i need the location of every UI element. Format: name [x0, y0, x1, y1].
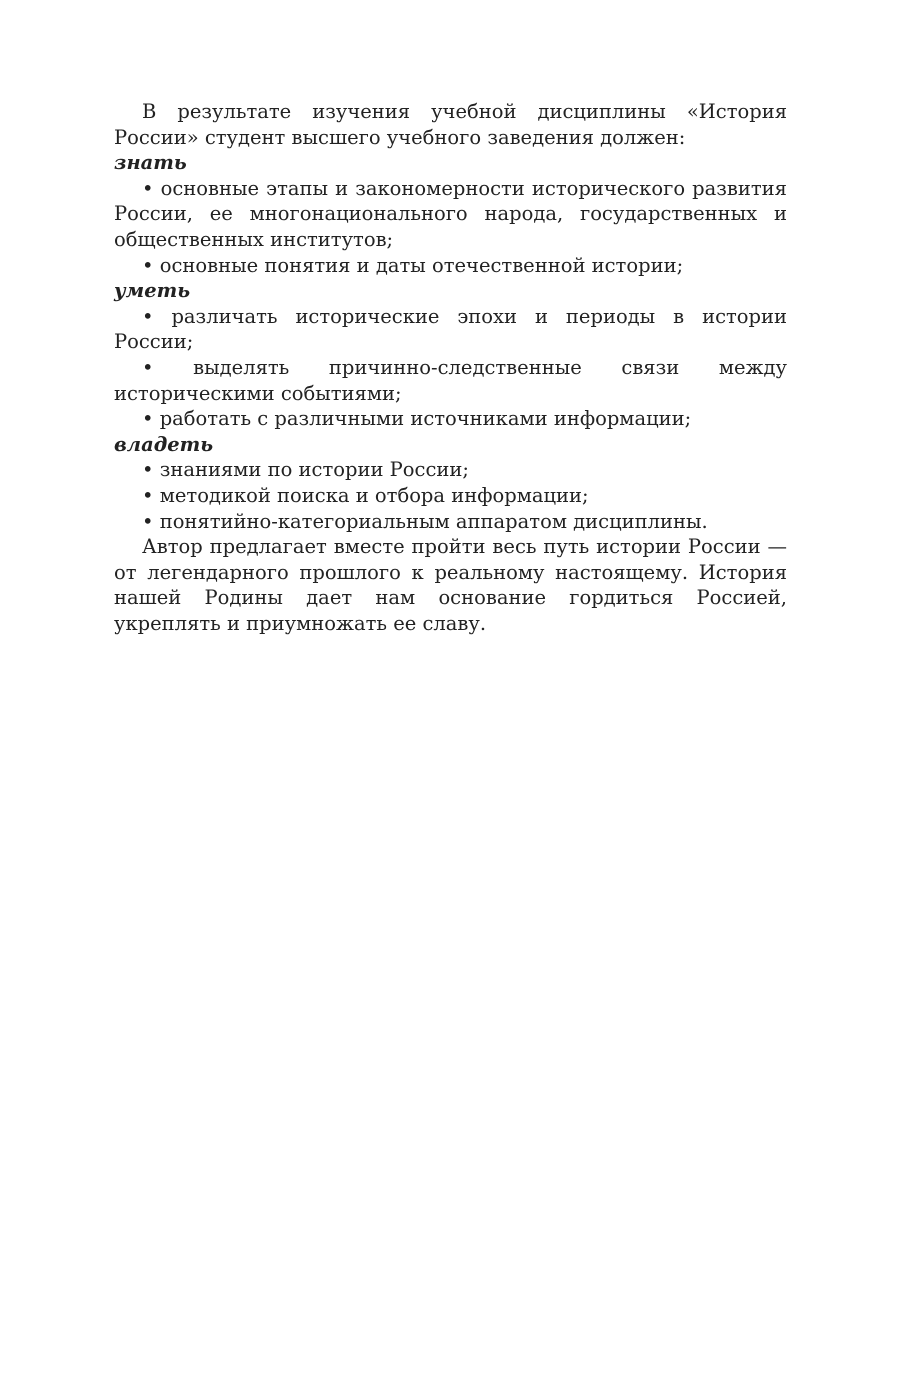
- list-item: • выделять причинно-следственные связи между историческими событиями;: [114, 355, 787, 405]
- list-item: • понятийно-категориальным аппаратом дисциплины.: [142, 509, 708, 533]
- section-heading-master: владеть: [114, 432, 214, 456]
- section-heading-know: знать: [114, 151, 187, 175]
- list-item: • основные понятия и даты отечественной истории;: [142, 253, 684, 277]
- closing-paragraph: Автор предлагает вместе пройти весь путь истории России — от легендарного прошлого к реальному настоящему. История нашей Родины дает нам основание гордиться Россией, укреплять и приумножать ее славу.: [114, 535, 787, 635]
- list-item: • методикой поиска и отбора информации;: [142, 483, 589, 507]
- document-page: [114, 99, 787, 636]
- intro-paragraph: В результате изучения учебной дисциплины «История России» студент высшего учебного заведения должен:: [114, 100, 787, 149]
- list-item: • работать с различными источниками информации;: [142, 407, 692, 431]
- list-item: • основные этапы и закономерности исторического развития России, ее многонационального народа, государственных и общественных институтов;: [114, 176, 787, 251]
- list-item: • различать исторические эпохи и периоды в истории России;: [114, 304, 787, 354]
- section-heading-be-able: уметь: [114, 279, 191, 303]
- list-item: • знаниями по истории России;: [142, 458, 469, 482]
